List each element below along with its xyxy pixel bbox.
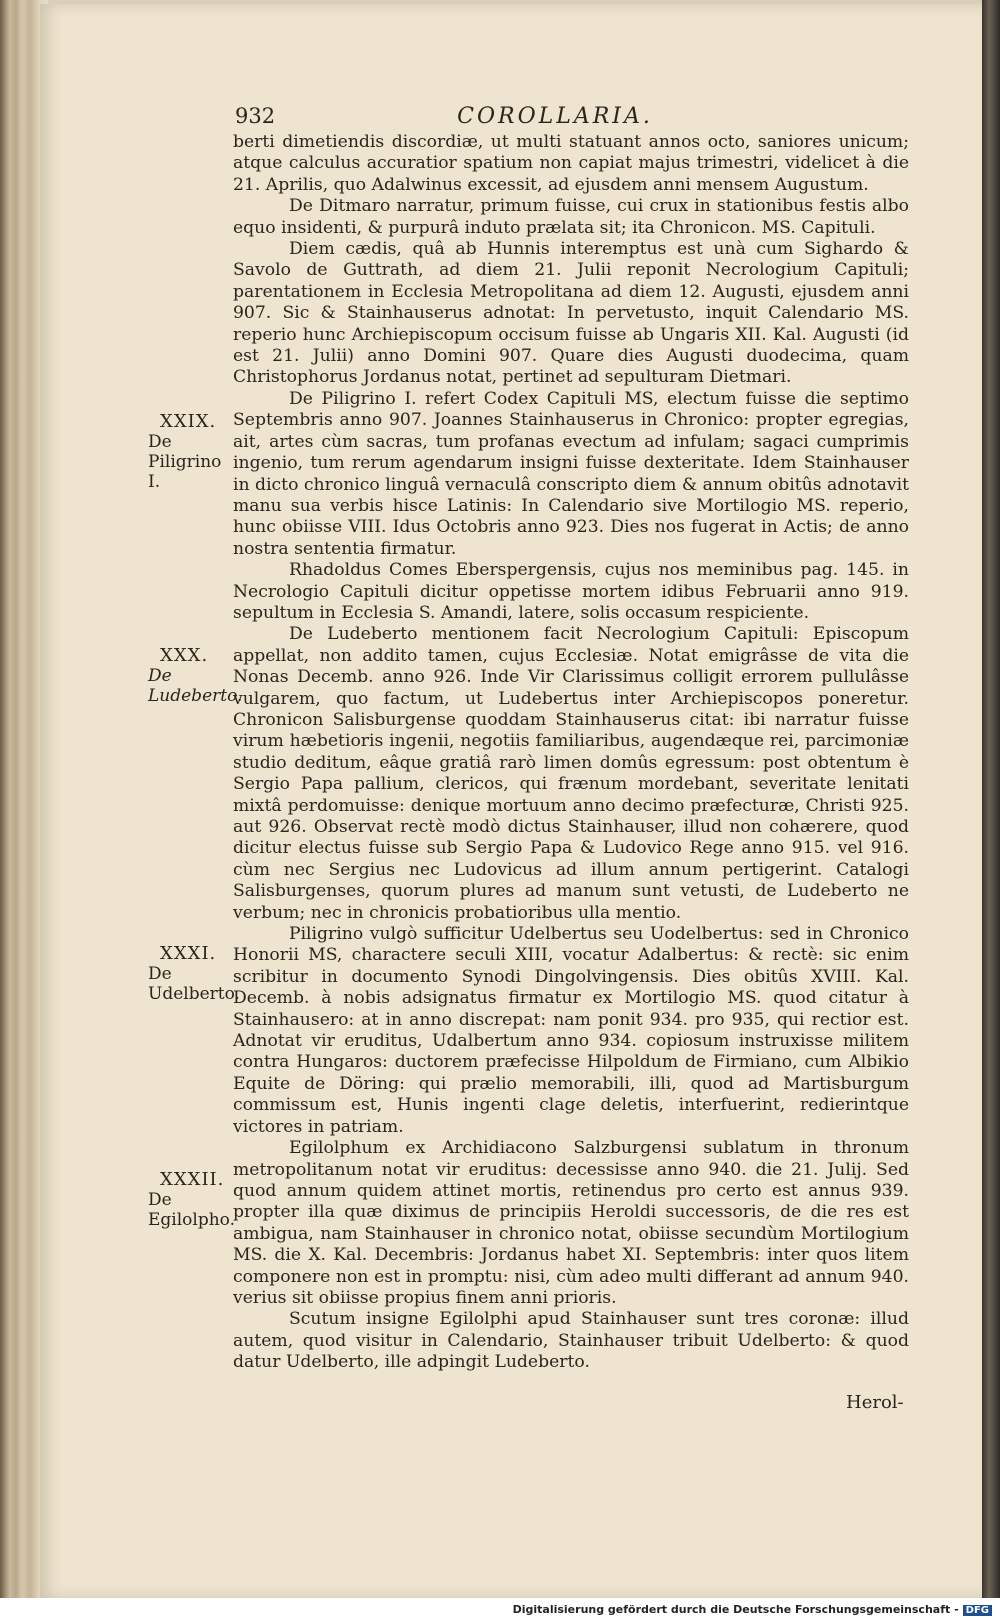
page-header (235, 104, 875, 132)
margin-note-number: XXX. (160, 645, 209, 666)
footer-bar (0, 1598, 1000, 1620)
page-number: 932 (235, 104, 276, 128)
scan-right-edge (982, 0, 1000, 1598)
credit-text: Digitalisierung gefördert durch die Deutsche Forschungsgemeinschaft - (512, 1603, 959, 1616)
paragraph: Scutum insigne Egilolphi apud Stainhauser sunt tres coronæ: illud autem, quod visitur in Calendario, Stainhauser tribuit Udelberto: & quod datur Udelberto, ille adpingit Ludeberto. (233, 1309, 909, 1373)
margin-note-egilolpho (148, 1169, 236, 1230)
margin-note-label: De Ludeberto. (148, 666, 243, 706)
paragraph: Egilolphum ex Archidiacono Salzburgensi sublatum in thronum metropolitanum notat vir eruditus: decessisse anno 940. die 21. Julij. Sed quod annum quidem attinet mortis, retinendus pro certo est annus 939. propter illa quæ diximus de principiis Heroldi successoris, de die res est ambigua, nam Stainhauser in chronico notat, obiisse secundùm Mortilogium MS. die X. Kal. Decembris: Jordanus habet XI. Septembris: inter quos litem componere non est in promptu: nisi, cùm adeo multi differant ad annum 940. verius sit obiisse propius finem anni prioris. (233, 1138, 909, 1308)
paragraph: De Ludeberto mentionem facit Necrologium Capituli: Episcopum appellat, non addito tamen, cujus Ecclesiæ. Notat emigrâsse de vita die Nonas Decemb. anno 926. Inde Vir Clarissimus colligit errorem pullulâsse vulgarem, quo factum, ut Ludebertus inter Archiepiscopos poneretur. Chronicon Salisburgense quoddam Stainhauserus citat: ibi narratur fuisse virum hæbetioris ingenii, negotiis familiaribus, augendæque rei, parcimoniæ studio deditum, eâque gratiâ rarò limen domûs egressum: post obtentum è Sergio Papa pallium, clericos, qui frænum mordebant, severitate lenitati mixtâ perdomuisse: denique mortuum anno decimo præfecturæ, Christi 925. aut 926. Observat rectè modò dictus Stainhauser, illud non cohærere, quod dicitur electus fuisse sub Sergio Papa & Ludovico Rege anno 915. vel 916. cùm nec Sergius nec Ludovicus ad illum annum pertigerint. Catalogi Salisburgenses, quorum plures ad manum sunt vetusti, de Ludeberto ne verbum; nec in chronicis probatioribus ulla mentio. (233, 624, 909, 923)
margin-note-label: De Egilolpho. (148, 1190, 236, 1230)
margin-note-label: De Piligrino I. (148, 432, 222, 492)
margin-note-number: XXXI. (160, 943, 217, 964)
margin-note-label: De Udelberto. (148, 964, 240, 1004)
margin-note-piligrino (148, 412, 232, 492)
running-title: COROLLARIA. (457, 104, 653, 129)
margin-note-ludeberto (148, 645, 243, 706)
margin-note-number: XXIX. (160, 411, 217, 432)
paragraph: Diem cædis, quâ ab Hunnis interemptus est unà cum Sighardo & Savolo de Guttrath, ad diem 21. Julii reponit Necrologium Capituli; parentationem in Ecclesia Metropolitana ad diem 12. Augusti, ejusdem anni 907. Sic & Stainhauserus adnotat: In pervetusto, inquit Calendario MS. reperio hunc Archiepiscopum occisum fuisse ab Ungaris XII. Kal. Augusti (id est 21. Julii) anno Domini 907. Quare dies Augusti duodecima, quam Christophorus Jordanus notat, pertinet ad sepulturam Dietmari. (233, 239, 909, 388)
dfg-logo: DFG (963, 1605, 992, 1616)
paragraph: De Piligrino I. refert Codex Capituli MS, electum fuisse die septimo Septembris anno 907. Joannes Stainhauserus in Chronico: propter egregias, ait, artes cùm sacras, tum profanas evectum ad infulam; sagaci cumprimis ingenio, tum rerum agendarum insigni fuisse dexteritate. Idem Stainhauser in dicto chronico linguâ vernaculâ conscripto diem & annum obitûs adnotavit manu sua verbis hisce Latinis: In Calendario sive Mortilogio MS. reperio, hunc obiisse VIII. Idus Octobris anno 923. Dies nos fugerat in Actis; de anno nostra sententia firmatur. (233, 388, 909, 559)
paragraph: berti dimetiendis discordiæ, ut multi statuant annos octo, saniores unicum; atque calculus accuratior spatium non capiat majus trimestri, videlicet à die 21. Aprilis, quo Adalwinus excessit, ad ejusdem anni mensem Augustum. (233, 132, 909, 195)
catchword: Herol- (846, 1392, 904, 1413)
paragraph: De Ditmaro narratur, primum fuisse, cui crux in stationibus festis albo equo insidenti, & purpurâ induto prælata sit; ita Chronicon. MS. Capituli. (233, 196, 909, 238)
margin-note-udelberto (148, 943, 240, 1004)
margin-note-number: XXXII. (160, 1169, 225, 1190)
digitization-credit (513, 1603, 992, 1616)
paragraph: Rhadoldus Comes Eberspergensis, cujus nos meminibus pag. 145. in Necrologio Capituli dicitur oppetisse mortem idibus Februarii anno 919. sepultum in Ecclesia S. Amandi, latere, solis occasum respiciente. (233, 560, 909, 623)
paragraph: Piligrino vulgò sufficitur Udelbertus seu Uodelbertus: sed in Chronico Honorii MS, charactere seculi XIII, vocatur Adalbertus: & rectè: sic enim scribitur in documento Synodi Dingolvingensis. Dies obitûs XVIII. Kal. Decemb. à nobis adsignatus firmatur ex Mortilogio MS. quod citatur à Stainhausero: at in anno discrepat: nam ponit 934. pro 935, qui rectior est. Adnotat vir eruditus, Udalbertum anno 934. copiosum instruxisse militem contra Hungaros: ductorem præfecisse Hilpoldum de Firmiano, cum Albikio Equite de Döring: qui prælio memorabili, illi, quod ad Martisburgum commissum est, Hunis ingenti clage deletis, interfuerint, redierintque victores in patriam. (233, 924, 909, 1137)
main-text (233, 132, 909, 1374)
